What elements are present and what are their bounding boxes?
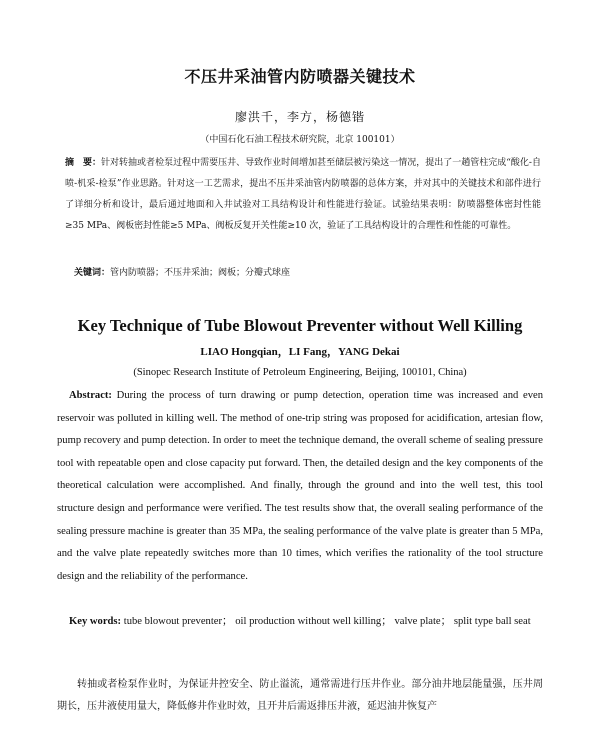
cn-title: 不压井采油管内防喷器关键技术 [184, 67, 416, 86]
en-keywords-text: tube blowout preventer； oil production without well killing； valve plate； split type ball seat [123, 616, 531, 627]
cn-authors: 廖洪千，李方，杨德锴 [234, 110, 365, 124]
body-paragraph: 转抽或者检泵作业时，为保证井控安全、防止溢流，通常需进行压井作业。部分油井地层能量强，压井周期长，压井液使用量大，降低修井作业时效，且开井后需返排压井液，延迟油井恢复产 [57, 679, 543, 712]
en-abstract-label: Abstract: [69, 390, 112, 401]
en-abstract-text: During the process of turn drawing or pump detection, operation time was increased and even reservoir was polluted in killing well. The method of one-trip string was proposed for acidification, artesian flow, pump recovery and pump detection. In order to meet the technique demand, the overall scheme of sealing pressure tool with repeatable open and close capacity put forward. Then, the detailed design and the key components of the theoretical calculation were accomplished. And finally, through the ground and into the well test, this tool structure design and performance were verified. The test results show that, the overall sealing performance of the sealing pressure machine is greater than 35 MPa, the sealing performance of the valve plate is greater than 5 MPa, and the valve plate repeatedly switches more than 10 times, which verifies the rationality of the tool structure design and the reliability of the performance. [57, 390, 543, 582]
cn-abstract-label: 摘 要： [65, 158, 102, 168]
cn-keywords [74, 266, 544, 280]
en-affiliation: (Sinopec Research Institute of Petroleum Engineering, Beijing, 100101, China) [133, 367, 467, 378]
cn-keywords-text: 管内防喷器；不压井采油；阀板；分瓣式球座 [110, 268, 291, 278]
en-keywords [57, 611, 543, 634]
en-title: Key Technique of Tube Blowout Preventer without Well Killing [77, 316, 523, 335]
cn-abstract-text: 针对转抽或者检泵过程中需要压井、导致作业时间增加甚至储层被污染这一情况，提出了一趟管柱完成“酸化-自喷-机采-检泵”作业思路。针对这一工艺需求，提出不压井采油管内防喷器的总体方案，并对其中的关键技术和部件进行了详细分析和设计，最后通过地面和入井试验对工具结构设计和性能进行验证。试验结果表明：防喷器整体密封性能≥35 MPa、阀板密封性能≥5 MPa、阀板反复开关性能≥10 次，验证了工具结构设计的合理性和性能的可靠性。 [65, 158, 541, 231]
en-authors: LIAO Hongqian，LI Fang，YANG Dekai [200, 346, 400, 358]
cn-keywords-label: 关键词： [74, 268, 111, 278]
cn-abstract [65, 153, 541, 237]
cn-affiliation: （中国石化石油工程技术研究院，北京 100101） [200, 135, 400, 145]
en-abstract [57, 385, 543, 588]
en-keywords-label: Key words: [69, 616, 122, 627]
